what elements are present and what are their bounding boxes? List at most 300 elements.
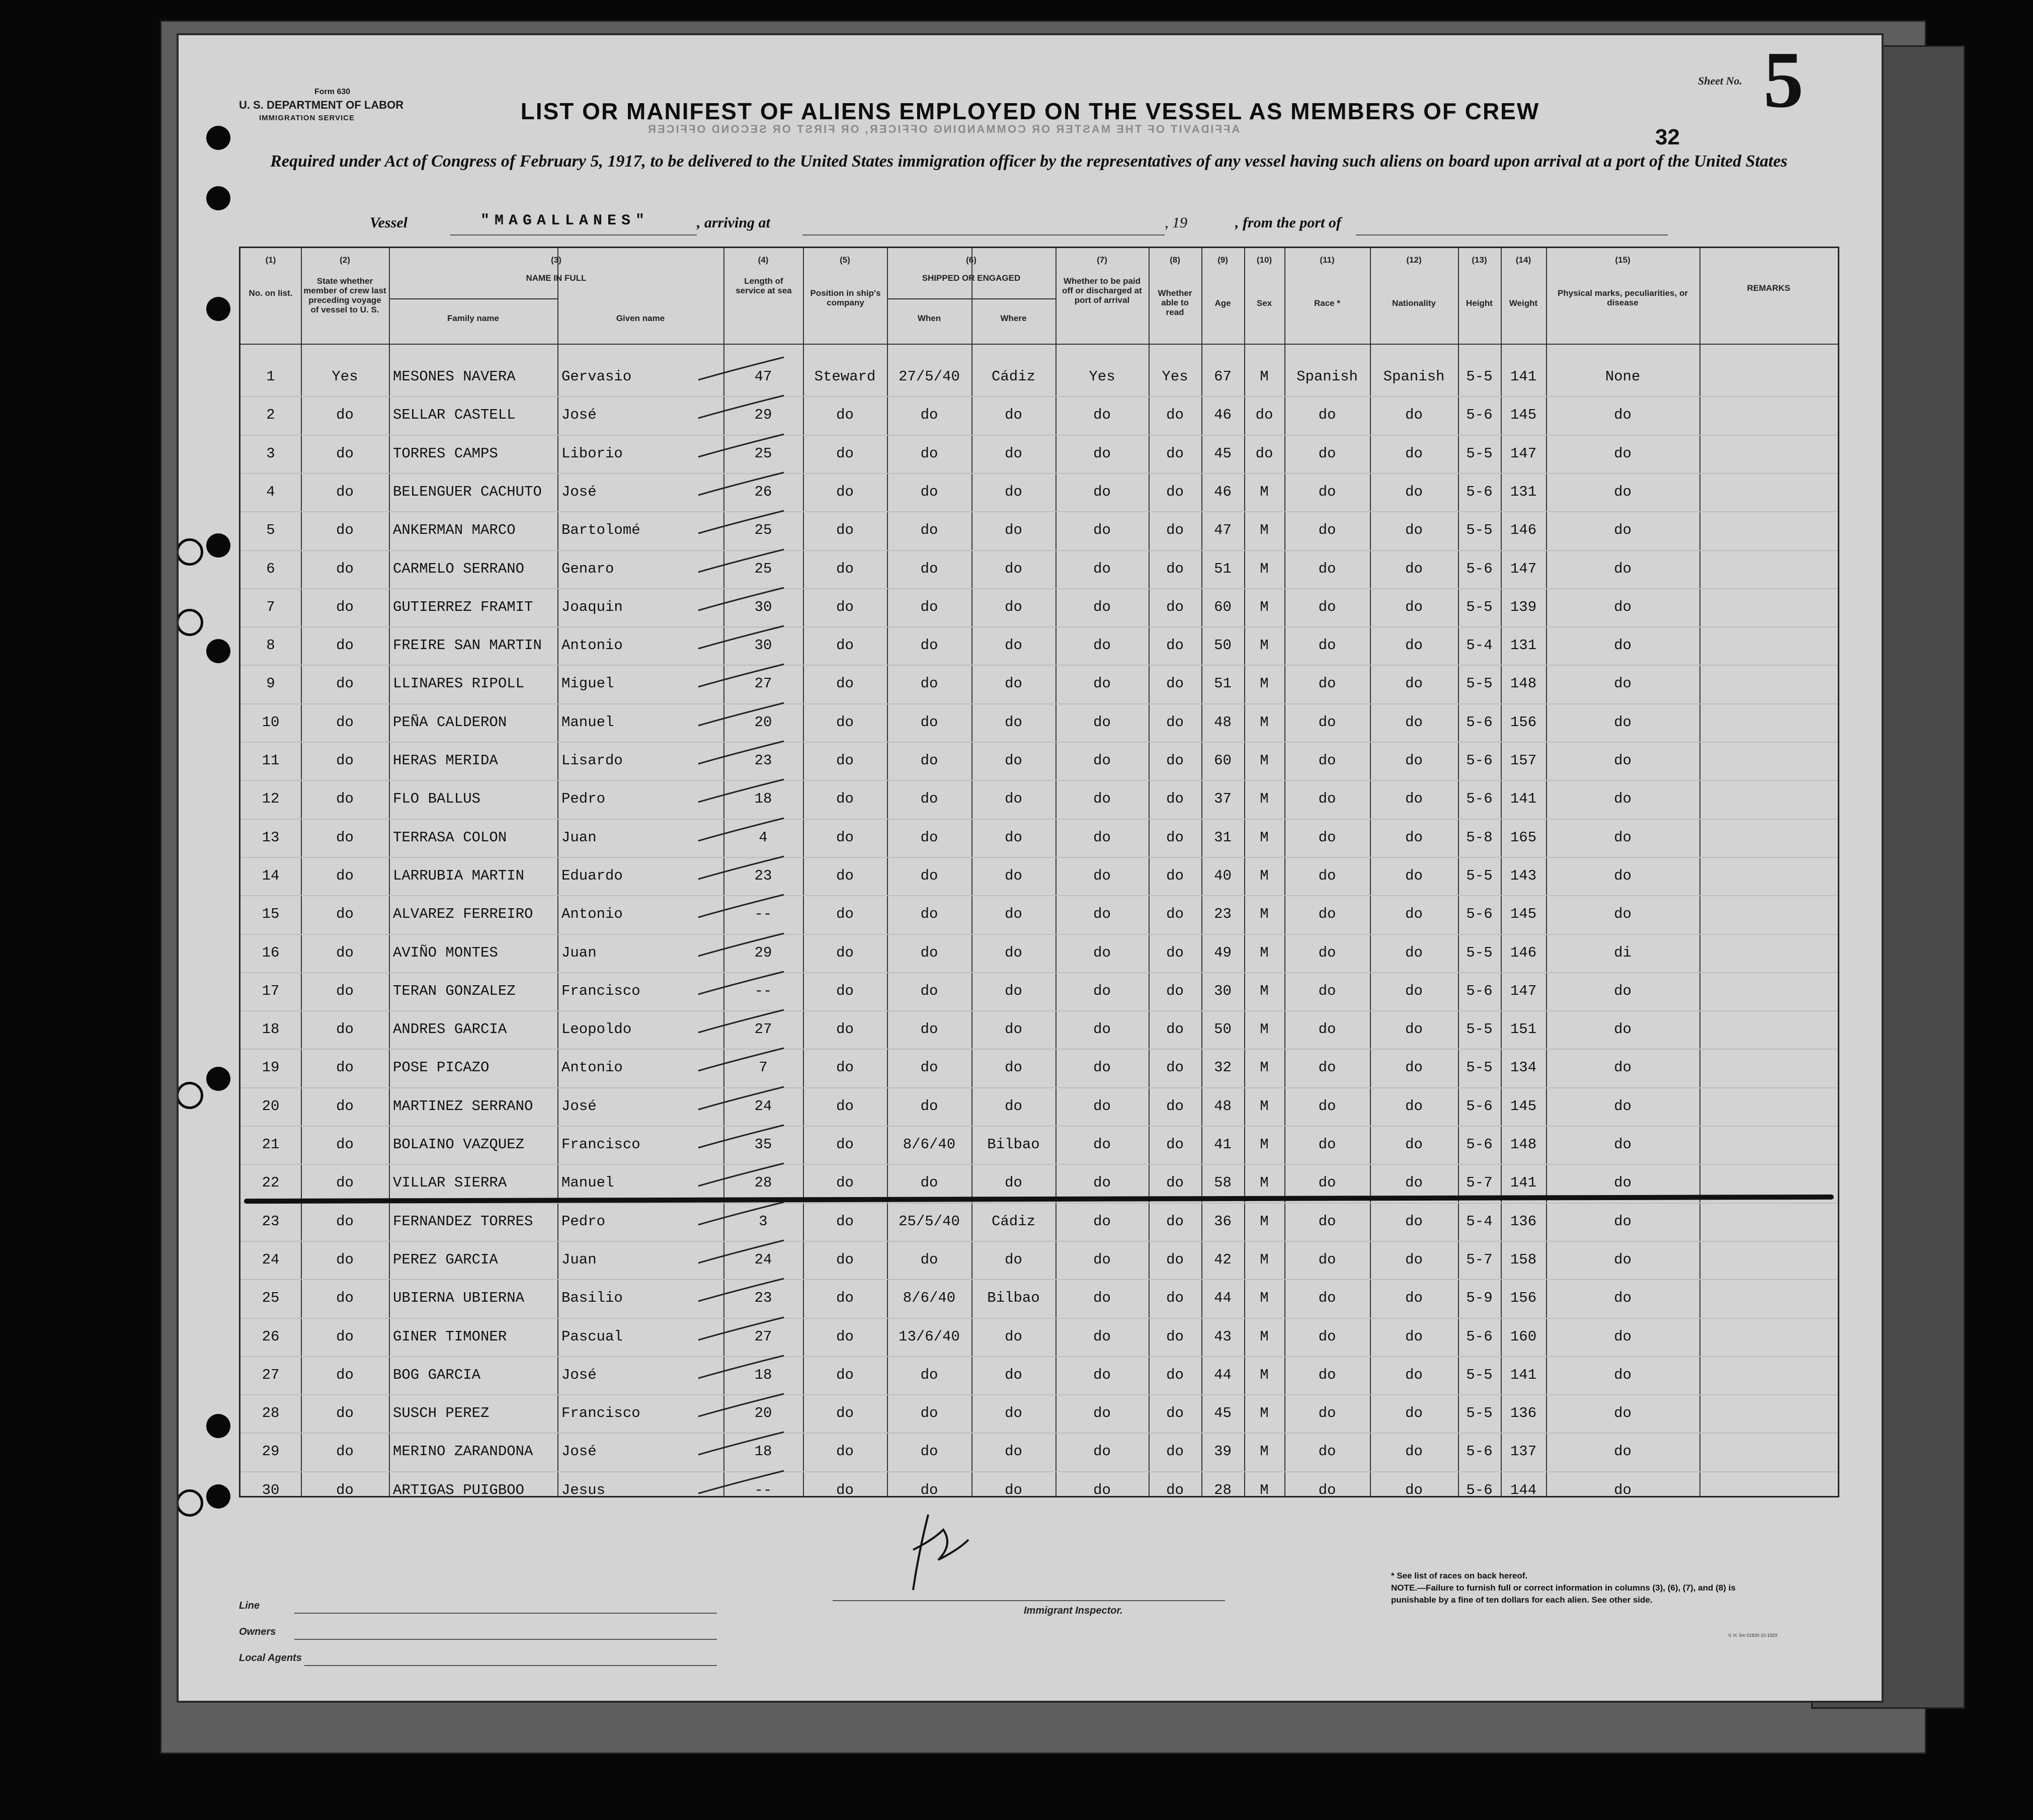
header-position: Position in ship's company <box>810 288 881 307</box>
inspector-signature <box>898 1510 979 1600</box>
table-cell: do <box>836 1481 854 1498</box>
table-cell: do <box>336 1136 354 1153</box>
row-rule <box>240 703 1838 704</box>
table-cell: do <box>1093 790 1111 808</box>
pen-check-mark <box>693 585 794 615</box>
table-cell: do <box>836 1366 854 1383</box>
table-cell: M <box>1260 1097 1269 1115</box>
table-cell: M <box>1260 522 1269 539</box>
table-cell: Eduardo <box>561 867 623 884</box>
table-cell: -- <box>754 1481 772 1498</box>
sheet-label: Sheet No. <box>1698 74 1742 87</box>
table-cell: M <box>1260 1328 1269 1345</box>
header-divider <box>240 344 1838 345</box>
binder-hole <box>206 639 230 663</box>
pen-check-mark <box>693 1123 794 1153</box>
table-cell: 42 <box>1214 1251 1232 1268</box>
table-cell: do <box>336 598 354 615</box>
table-cell: 9 <box>266 675 275 692</box>
table-cell: 15 <box>262 906 280 923</box>
year-label: , 19 <box>1165 214 1187 231</box>
table-cell: 147 <box>1510 445 1537 462</box>
table-cell: do <box>1318 1213 1336 1230</box>
table-cell: 4 <box>266 483 275 500</box>
table-cell: 23 <box>754 752 772 769</box>
table-cell: do <box>1614 522 1632 539</box>
table-cell: do <box>836 1059 854 1076</box>
table-cell: do <box>1614 1174 1632 1192</box>
column-number: (10) <box>1256 255 1272 265</box>
table-cell: do <box>1318 1290 1336 1307</box>
table-cell: do <box>1093 637 1111 654</box>
table-cell: do <box>1093 483 1111 500</box>
row-rule <box>240 473 1838 474</box>
table-cell: do <box>336 944 354 961</box>
table-cell: Pedro <box>561 790 606 808</box>
table-cell: Antonio <box>561 906 623 923</box>
table-cell: do <box>1405 752 1423 769</box>
table-cell: do <box>1093 560 1111 577</box>
table-cell: Liborio <box>561 445 623 462</box>
table-cell: do <box>836 1213 854 1230</box>
table-cell: 67 <box>1214 368 1232 385</box>
table-cell: do <box>920 522 938 539</box>
table-cell: do <box>836 1251 854 1268</box>
table-cell: 31 <box>1214 829 1232 846</box>
owners-underline <box>294 1639 717 1640</box>
table-cell: do <box>920 829 938 846</box>
table-cell: PEÑA CALDERON <box>393 714 507 731</box>
table-cell: do <box>1614 483 1632 500</box>
column-number: (2) <box>340 255 350 265</box>
table-cell: Francisco <box>561 1136 640 1153</box>
table-cell: do <box>1318 1059 1336 1076</box>
table-cell: 47 <box>1214 522 1232 539</box>
table-cell: 2 <box>266 407 275 424</box>
race-footnote: * See list of races on back hereof. <box>1391 1571 1528 1580</box>
table-cell: do <box>1093 1021 1111 1038</box>
table-cell: MESONES NAVERA <box>393 368 516 385</box>
table-cell: do <box>1005 714 1022 731</box>
table-cell: 5-6 <box>1466 906 1493 923</box>
inspector-label: Immigrant Inspector. <box>1024 1605 1123 1616</box>
table-cell: do <box>1318 1443 1336 1460</box>
table-cell: PEREZ GARCIA <box>393 1251 498 1268</box>
table-cell: do <box>1005 1443 1022 1460</box>
table-cell: do <box>1093 522 1111 539</box>
table-cell: do <box>1005 1405 1022 1422</box>
table-cell: do <box>1405 1174 1423 1192</box>
table-cell: 27 <box>754 1021 772 1038</box>
table-cell: do <box>1614 867 1632 884</box>
table-cell: 5-5 <box>1466 522 1493 539</box>
table-cell: José <box>561 407 597 424</box>
table-cell: do <box>920 445 938 462</box>
table-cell: do <box>1405 1213 1423 1230</box>
table-cell: do <box>1166 522 1184 539</box>
table-cell: 136 <box>1510 1213 1537 1230</box>
table-cell: M <box>1260 790 1269 808</box>
table-cell: do <box>836 560 854 577</box>
table-cell: MERINO ZARANDONA <box>393 1443 533 1460</box>
table-cell: ANKERMAN MARCO <box>393 522 516 539</box>
table-cell: José <box>561 1366 597 1383</box>
table-cell: 46 <box>1214 483 1232 500</box>
table-cell: do <box>1005 867 1022 884</box>
column-number: (9) <box>1217 255 1228 265</box>
table-cell: 5 <box>266 522 275 539</box>
table-cell: 156 <box>1510 1290 1537 1307</box>
table-cell: do <box>1093 1213 1111 1230</box>
table-cell: do <box>1166 944 1184 961</box>
pen-check-mark <box>693 662 794 692</box>
table-cell: 16 <box>262 944 280 961</box>
table-cell: do <box>336 445 354 462</box>
table-cell: 148 <box>1510 675 1537 692</box>
pen-check-mark <box>693 1084 794 1115</box>
table-cell: do <box>1005 560 1022 577</box>
table-cell: ARTIGAS PUIGBOO <box>393 1481 525 1498</box>
column-number: (11) <box>1320 255 1335 265</box>
row-rule <box>240 780 1838 781</box>
table-cell: 37 <box>1214 790 1232 808</box>
table-cell: do <box>1005 790 1022 808</box>
table-cell: 146 <box>1510 944 1537 961</box>
pen-check-mark <box>693 969 794 999</box>
table-cell: BOG GARCIA <box>393 1366 481 1383</box>
row-rule <box>240 1318 1838 1319</box>
table-cell: 49 <box>1214 944 1232 961</box>
row-rule <box>240 895 1838 896</box>
table-cell: do <box>920 1443 938 1460</box>
table-cell: 30 <box>754 598 772 615</box>
table-cell: do <box>1005 1366 1022 1383</box>
table-cell: do <box>920 790 938 808</box>
table-cell: Francisco <box>561 1405 640 1422</box>
table-cell: do <box>1005 1021 1022 1038</box>
table-cell: do <box>920 483 938 500</box>
row-rule <box>240 857 1838 858</box>
row-rule <box>240 588 1838 589</box>
service-name: IMMIGRATION SERVICE <box>259 114 355 122</box>
pen-check-mark <box>693 1315 794 1345</box>
table-cell: do <box>920 867 938 884</box>
arriving-label: , arriving at <box>697 214 770 231</box>
table-cell: 35 <box>754 1136 772 1153</box>
table-cell: 156 <box>1510 714 1537 731</box>
table-cell: Bilbao <box>987 1136 1040 1153</box>
table-cell: do <box>1318 1405 1336 1422</box>
table-cell: do <box>1093 1136 1111 1153</box>
table-cell: do <box>1166 1021 1184 1038</box>
header-no-on-list: No. on list. <box>249 288 293 298</box>
table-cell: 50 <box>1214 1021 1232 1038</box>
pen-check-mark <box>693 1276 794 1306</box>
table-cell: 5-5 <box>1466 675 1493 692</box>
table-cell: do <box>336 1174 354 1192</box>
table-cell: do <box>1005 982 1022 999</box>
binder-hole <box>206 297 230 321</box>
column-number: (13) <box>1472 255 1487 265</box>
table-cell: M <box>1260 1213 1269 1230</box>
penalty-note: NOTE.—Failure to furnish full or correct information in columns (3), (6), (7), and (8) is punishable by a fine of ten dollars for each alien. See other side. <box>1391 1583 1736 1605</box>
header-weight: Weight <box>1509 298 1538 308</box>
table-cell: do <box>1318 675 1336 692</box>
table-cell: Basilio <box>561 1290 623 1307</box>
table-cell: do <box>1166 790 1184 808</box>
table-cell: 27 <box>262 1366 280 1383</box>
table-cell: 147 <box>1510 560 1537 577</box>
table-cell: do <box>1093 752 1111 769</box>
table-cell: M <box>1260 1021 1269 1038</box>
pen-check-mark <box>693 1046 794 1076</box>
binder-hole <box>206 126 230 150</box>
table-cell: 151 <box>1510 1021 1537 1038</box>
table-cell: 5-6 <box>1466 982 1493 999</box>
table-cell: do <box>336 1213 354 1230</box>
table-cell: 5-6 <box>1466 1097 1493 1115</box>
table-cell: Francisco <box>561 982 640 999</box>
table-cell: do <box>1093 675 1111 692</box>
table-cell: do <box>1005 1251 1022 1268</box>
table-cell: do <box>1405 522 1423 539</box>
table-cell: FLO BALLUS <box>393 790 481 808</box>
table-cell: do <box>1405 867 1423 884</box>
table-cell: 24 <box>754 1097 772 1115</box>
row-rule <box>240 1433 1838 1434</box>
table-cell: 157 <box>1510 752 1537 769</box>
table-cell: 22 <box>262 1174 280 1192</box>
table-cell: do <box>836 829 854 846</box>
table-cell: do <box>836 1290 854 1307</box>
table-cell: 5-6 <box>1466 1443 1493 1460</box>
table-cell: do <box>1405 1097 1423 1115</box>
column-number: (8) <box>1170 255 1180 265</box>
table-cell: do <box>1405 906 1423 923</box>
table-cell: do <box>1318 560 1336 577</box>
table-cell: do <box>1405 675 1423 692</box>
table-cell: do <box>1318 598 1336 615</box>
table-cell: do <box>920 598 938 615</box>
table-cell: 5-4 <box>1466 1213 1493 1230</box>
table-cell: 145 <box>1510 407 1537 424</box>
binder-hole <box>206 186 230 210</box>
table-cell: do <box>1405 1481 1423 1498</box>
table-cell: 44 <box>1214 1366 1232 1383</box>
table-cell: 147 <box>1510 982 1537 999</box>
table-cell: do <box>1005 407 1022 424</box>
table-cell: do <box>836 1097 854 1115</box>
table-cell: 40 <box>1214 867 1232 884</box>
table-cell: M <box>1260 1366 1269 1383</box>
table-cell: 14 <box>262 867 280 884</box>
table-cell: do <box>920 982 938 999</box>
column-number: (6) <box>966 255 977 265</box>
table-cell: M <box>1260 598 1269 615</box>
table-cell: 143 <box>1510 867 1537 884</box>
table-cell: do <box>1005 752 1022 769</box>
table-cell: do <box>1005 522 1022 539</box>
table-cell: 20 <box>262 1097 280 1115</box>
table-cell: do <box>1318 1174 1336 1192</box>
pen-check-mark <box>693 393 794 423</box>
table-cell: do <box>1005 1097 1022 1115</box>
table-cell: 5-9 <box>1466 1290 1493 1307</box>
table-cell: Antonio <box>561 637 623 654</box>
table-cell: 13 <box>262 829 280 846</box>
table-cell: do <box>1093 944 1111 961</box>
table-cell: do <box>836 1174 854 1192</box>
table-cell: do <box>336 560 354 577</box>
table-cell: 5-6 <box>1466 1328 1493 1345</box>
table-cell: do <box>920 1251 938 1268</box>
table-cell: do <box>1318 1136 1336 1153</box>
table-cell: di <box>1614 944 1632 961</box>
table-cell: 27/5/40 <box>899 368 960 385</box>
table-cell: 27 <box>754 675 772 692</box>
table-cell: do <box>1255 445 1273 462</box>
table-cell: 46 <box>1214 407 1232 424</box>
table-cell: do <box>836 483 854 500</box>
table-cell: do <box>1093 906 1111 923</box>
table-cell: do <box>1093 1174 1111 1192</box>
table-cell: Manuel <box>561 714 614 731</box>
table-cell: do <box>1405 714 1423 731</box>
table-cell: 51 <box>1214 560 1232 577</box>
pen-check-mark <box>693 854 794 884</box>
inspector-underline <box>833 1600 1225 1601</box>
table-cell: M <box>1260 1251 1269 1268</box>
binder-hole <box>206 533 230 558</box>
sheet-number: 5 <box>1763 35 1804 124</box>
header-age: Age <box>1214 298 1231 308</box>
table-cell: do <box>1614 1021 1632 1038</box>
table-cell: do <box>920 1481 938 1498</box>
table-cell: 23 <box>1214 906 1232 923</box>
table-cell: 43 <box>1214 1328 1232 1345</box>
row-rule <box>240 435 1838 436</box>
table-cell: M <box>1260 483 1269 500</box>
table-cell: 5-6 <box>1466 752 1493 769</box>
table-cell: 131 <box>1510 637 1537 654</box>
table-cell: do <box>336 1059 354 1076</box>
table-cell: do <box>1405 560 1423 577</box>
table-cell: do <box>1614 1366 1632 1383</box>
table-cell: M <box>1260 368 1269 385</box>
table-cell: do <box>1005 1481 1022 1498</box>
table-cell: 25 <box>262 1290 280 1307</box>
table-cell: do <box>920 1405 938 1422</box>
row-rule <box>240 1471 1838 1472</box>
table-cell: do <box>1005 944 1022 961</box>
table-cell: do <box>1166 1251 1184 1268</box>
column-number: (3) <box>551 255 561 265</box>
row-rule <box>240 626 1838 627</box>
table-cell: do <box>836 1136 854 1153</box>
table-cell: 5-5 <box>1466 368 1493 385</box>
table-cell: 44 <box>1214 1290 1232 1307</box>
table-cell: do <box>1093 1366 1111 1383</box>
table-cell: do <box>1005 598 1022 615</box>
pen-check-mark <box>693 739 794 769</box>
header-name-in-full: NAME IN FULL <box>526 273 587 283</box>
table-cell: do <box>1614 829 1632 846</box>
table-cell: FERNANDEZ TORRES <box>393 1213 533 1230</box>
table-cell: do <box>1318 714 1336 731</box>
table-cell: 25 <box>754 560 772 577</box>
table-cell: 39 <box>1214 1443 1232 1460</box>
table-cell: M <box>1260 675 1269 692</box>
table-cell: 29 <box>262 1443 280 1460</box>
table-cell: do <box>920 714 938 731</box>
table-cell: do <box>1005 675 1022 692</box>
table-cell: do <box>1318 790 1336 808</box>
table-cell: do <box>1405 829 1423 846</box>
table-cell: M <box>1260 867 1269 884</box>
table-cell: do <box>1318 483 1336 500</box>
table-cell: M <box>1260 714 1269 731</box>
pen-check-mark <box>693 623 794 654</box>
table-cell: 4 <box>759 829 768 846</box>
header-physical-marks: Physical marks, peculiarities, or disease <box>1558 288 1688 307</box>
table-cell: 8 <box>266 637 275 654</box>
table-cell: do <box>1093 1251 1111 1268</box>
table-cell: 20 <box>754 1405 772 1422</box>
table-cell: Cádiz <box>991 368 1035 385</box>
table-cell: do <box>920 407 938 424</box>
table-cell: HERAS MERIDA <box>393 752 498 769</box>
table-cell: 12 <box>262 790 280 808</box>
manifest-title: LIST OR MANIFEST OF ALIENS EMPLOYED ON THE VESSEL AS MEMBERS OF CREW <box>520 98 1540 124</box>
table-cell: M <box>1260 1136 1269 1153</box>
table-cell: do <box>1614 407 1632 424</box>
shipped-group-divider <box>887 298 1055 299</box>
row-rule <box>240 1164 1838 1165</box>
table-cell: M <box>1260 982 1269 999</box>
table-cell: do <box>836 1328 854 1345</box>
table-cell: 5-5 <box>1466 1021 1493 1038</box>
table-cell: 50 <box>1214 637 1232 654</box>
table-cell: do <box>920 560 938 577</box>
table-cell: 28 <box>1214 1481 1232 1498</box>
table-cell: do <box>1318 1481 1336 1498</box>
table-cell: do <box>1318 445 1336 462</box>
table-cell: do <box>836 867 854 884</box>
row-rule <box>240 1087 1838 1088</box>
manifest-sheet <box>179 35 1882 1701</box>
table-cell: do <box>1318 944 1336 961</box>
table-cell: ANDRES GARCIA <box>393 1021 507 1038</box>
table-cell: 5-8 <box>1466 829 1493 846</box>
table-cell: do <box>336 829 354 846</box>
table-cell: 5-5 <box>1466 1366 1493 1383</box>
column-number: (5) <box>840 255 850 265</box>
table-cell: 45 <box>1214 1405 1232 1422</box>
table-cell: do <box>336 1290 354 1307</box>
column-number: (15) <box>1615 255 1631 265</box>
agents-underline <box>304 1665 717 1666</box>
table-cell: do <box>1405 1443 1423 1460</box>
table-cell: do <box>1405 1059 1423 1076</box>
table-cell: 29 <box>754 944 772 961</box>
table-cell: 3 <box>759 1213 768 1230</box>
table-cell: 141 <box>1510 368 1537 385</box>
owners-label: Owners <box>239 1626 276 1637</box>
row-rule <box>240 1126 1838 1127</box>
table-cell: 18 <box>754 1366 772 1383</box>
table-cell: do <box>1093 1290 1111 1307</box>
table-cell: Miguel <box>561 675 614 692</box>
